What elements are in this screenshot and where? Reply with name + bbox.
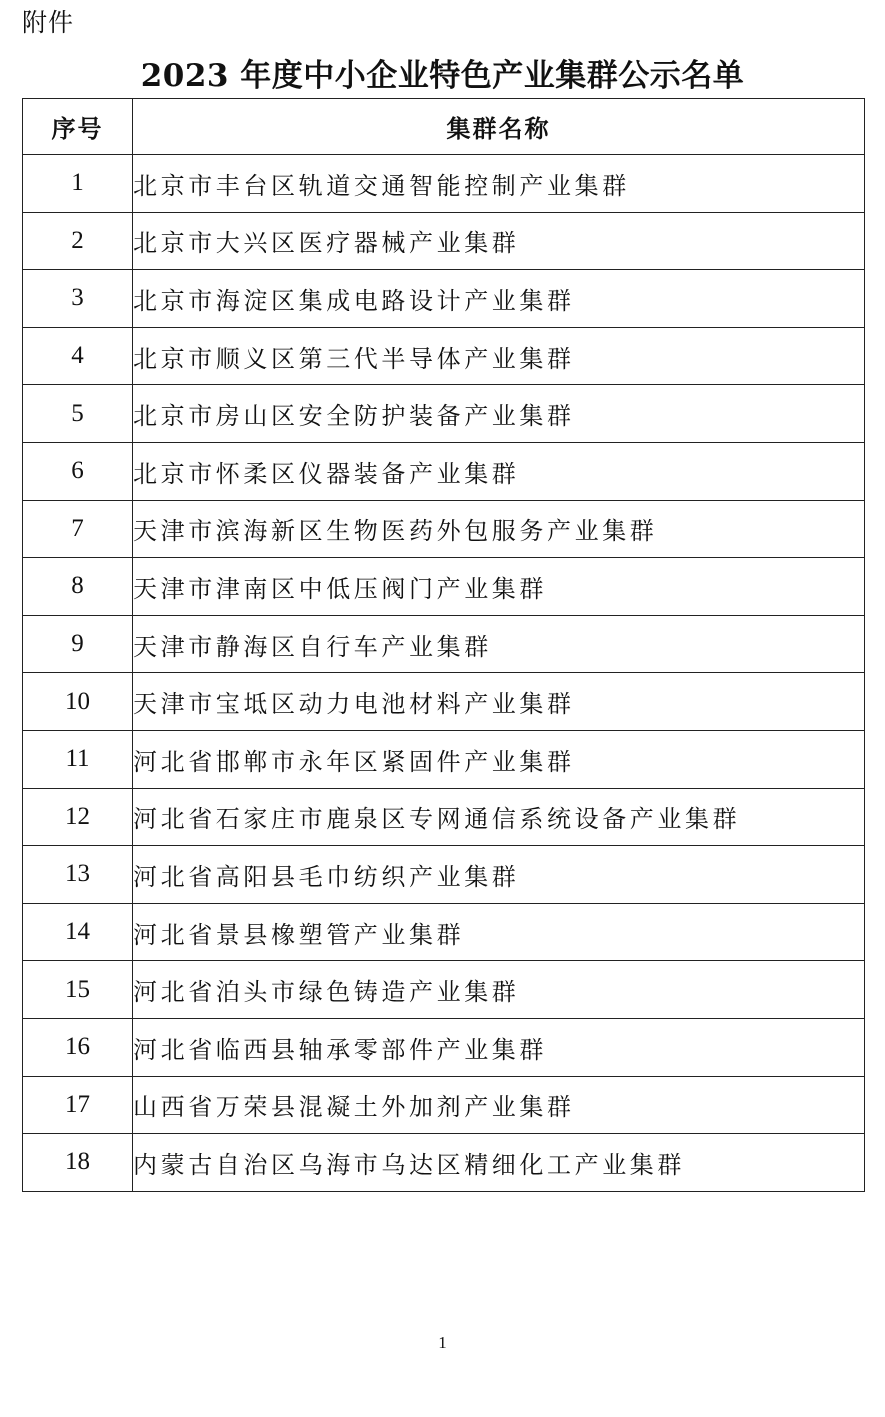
row-number: 16 xyxy=(23,1018,133,1076)
attachment-label: 附件 xyxy=(22,8,75,37)
table-row xyxy=(23,155,865,213)
table-row xyxy=(23,327,865,385)
table-header-row xyxy=(23,99,865,155)
column-header-no: 序号 xyxy=(23,99,133,155)
cluster-name: 北京市房山区安全防护装备产业集群 xyxy=(133,385,865,443)
table-row xyxy=(23,500,865,558)
row-number: 7 xyxy=(23,500,133,558)
cluster-name: 天津市宝坻区动力电池材料产业集群 xyxy=(133,673,865,731)
table-row xyxy=(23,212,865,270)
cluster-name: 河北省临西县轴承零部件产业集群 xyxy=(133,1018,865,1076)
table-row xyxy=(23,1134,865,1192)
table-row xyxy=(23,1076,865,1134)
row-number: 13 xyxy=(23,846,133,904)
row-number: 6 xyxy=(23,442,133,500)
cluster-name: 北京市顺义区第三代半导体产业集群 xyxy=(133,327,865,385)
page-number: 1 xyxy=(438,1333,447,1352)
table-row xyxy=(23,788,865,846)
cluster-name: 天津市津南区中低压阀门产业集群 xyxy=(133,558,865,616)
table-row xyxy=(23,615,865,673)
table-row xyxy=(23,846,865,904)
row-number: 10 xyxy=(23,673,133,731)
table-row xyxy=(23,558,865,616)
table-row xyxy=(23,1018,865,1076)
row-number: 1 xyxy=(23,155,133,213)
table-row xyxy=(23,961,865,1019)
cluster-name: 北京市丰台区轨道交通智能控制产业集群 xyxy=(133,155,865,213)
table-row xyxy=(23,730,865,788)
row-number: 11 xyxy=(23,730,133,788)
row-number: 9 xyxy=(23,615,133,673)
row-number: 3 xyxy=(23,270,133,328)
cluster-name: 河北省邯郸市永年区紧固件产业集群 xyxy=(133,730,865,788)
cluster-name: 河北省石家庄市鹿泉区专网通信系统设备产业集群 xyxy=(133,788,865,846)
row-number: 4 xyxy=(23,327,133,385)
cluster-name: 内蒙古自治区乌海市乌达区精细化工产业集群 xyxy=(133,1134,865,1192)
cluster-name: 天津市静海区自行车产业集群 xyxy=(133,615,865,673)
row-number: 17 xyxy=(23,1076,133,1134)
cluster-name: 河北省泊头市绿色铸造产业集群 xyxy=(133,961,865,1019)
document-title: 2023 年度中小企业特色产业集群公示名单 xyxy=(140,58,745,94)
row-number: 14 xyxy=(23,903,133,961)
cluster-name: 天津市滨海新区生物医药外包服务产业集群 xyxy=(133,500,865,558)
table-row xyxy=(23,442,865,500)
table-row xyxy=(23,673,865,731)
cluster-name: 北京市怀柔区仪器装备产业集群 xyxy=(133,442,865,500)
cluster-list-table xyxy=(22,98,865,1192)
row-number: 15 xyxy=(23,961,133,1019)
row-number: 18 xyxy=(23,1134,133,1192)
cluster-name: 北京市海淀区集成电路设计产业集群 xyxy=(133,270,865,328)
cluster-name: 山西省万荣县混凝土外加剂产业集群 xyxy=(133,1076,865,1134)
table-row xyxy=(23,385,865,443)
table-row xyxy=(23,903,865,961)
row-number: 2 xyxy=(23,212,133,270)
cluster-name: 河北省高阳县毛巾纺织产业集群 xyxy=(133,846,865,904)
cluster-name: 北京市大兴区医疗器械产业集群 xyxy=(133,212,865,270)
row-number: 12 xyxy=(23,788,133,846)
row-number: 5 xyxy=(23,385,133,443)
row-number: 8 xyxy=(23,558,133,616)
table-row xyxy=(23,270,865,328)
cluster-name: 河北省景县橡塑管产业集群 xyxy=(133,903,865,961)
column-header-name: 集群名称 xyxy=(133,99,865,155)
